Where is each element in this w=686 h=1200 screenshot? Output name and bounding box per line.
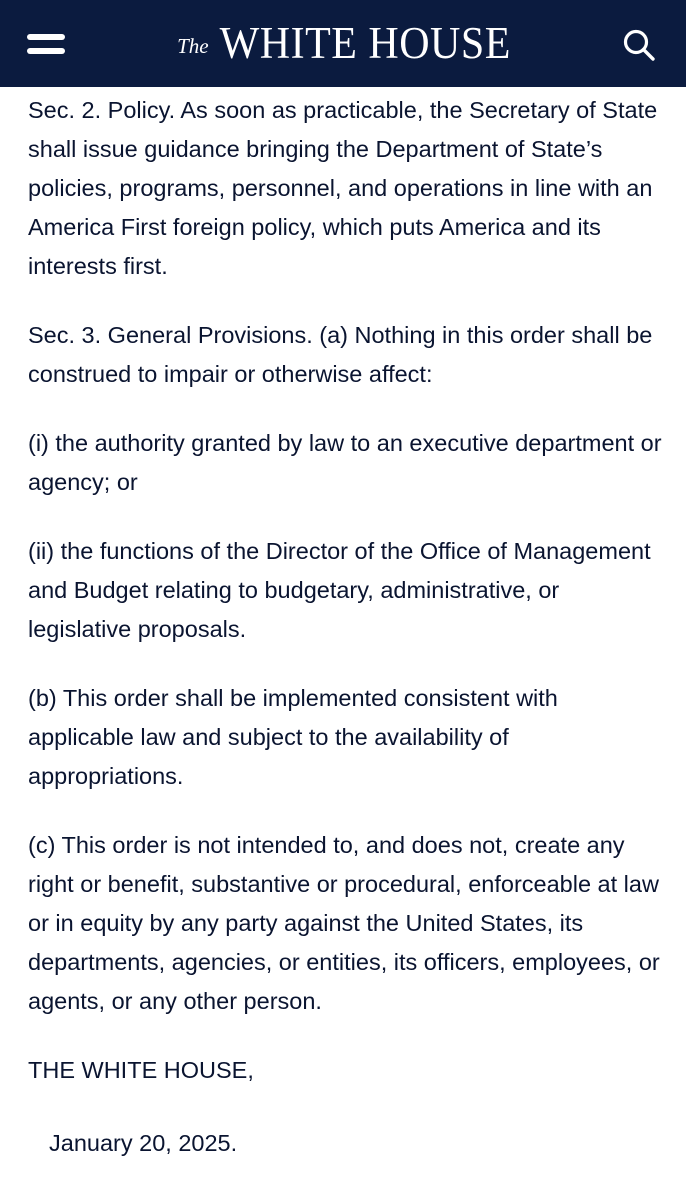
- paragraph-clause-c: (c) This order is not intended to, and does not, create any right or benefit, substantive or procedural, enforceable at law or in equity by any party against the United States, its departments, agencies, or entities, its officers, employees, or agents, or any other person.: [28, 832, 660, 1014]
- site-header: [0, 0, 686, 87]
- signature-line: THE WHITE HOUSE,: [28, 1057, 254, 1083]
- logo-prefix: The: [177, 34, 209, 58]
- logo-name: WHITE HOUSE: [219, 18, 511, 69]
- search-icon[interactable]: [622, 28, 656, 62]
- paragraph-clause-i: (i) the authority granted by law to an executive department or agency; or: [28, 430, 662, 495]
- document-body: [28, 91, 668, 1163]
- signature-date: January 20, 2025.: [49, 1130, 238, 1156]
- site-logo[interactable]: [0, 0, 686, 87]
- paragraph-clause-ii: (ii) the functions of the Director of the Office of Management and Budget relating to budgetary, administrative, or legislative proposals.: [28, 538, 651, 642]
- paragraph-sec2-policy: Sec. 2. Policy. As soon as practicable, the Secretary of State shall issue guidance bringing the Department of State’s policies, programs, personnel, and operations in line with an America First foreign policy, which puts America and its interests first.: [28, 97, 658, 279]
- paragraph-sec3-general-provisions: Sec. 3. General Provisions. (a) Nothing in this order shall be construed to impair or otherwise affect:: [28, 322, 653, 387]
- paragraph-clause-b: (b) This order shall be implemented consistent with applicable law and subject to the availability of appropriations.: [28, 685, 558, 789]
